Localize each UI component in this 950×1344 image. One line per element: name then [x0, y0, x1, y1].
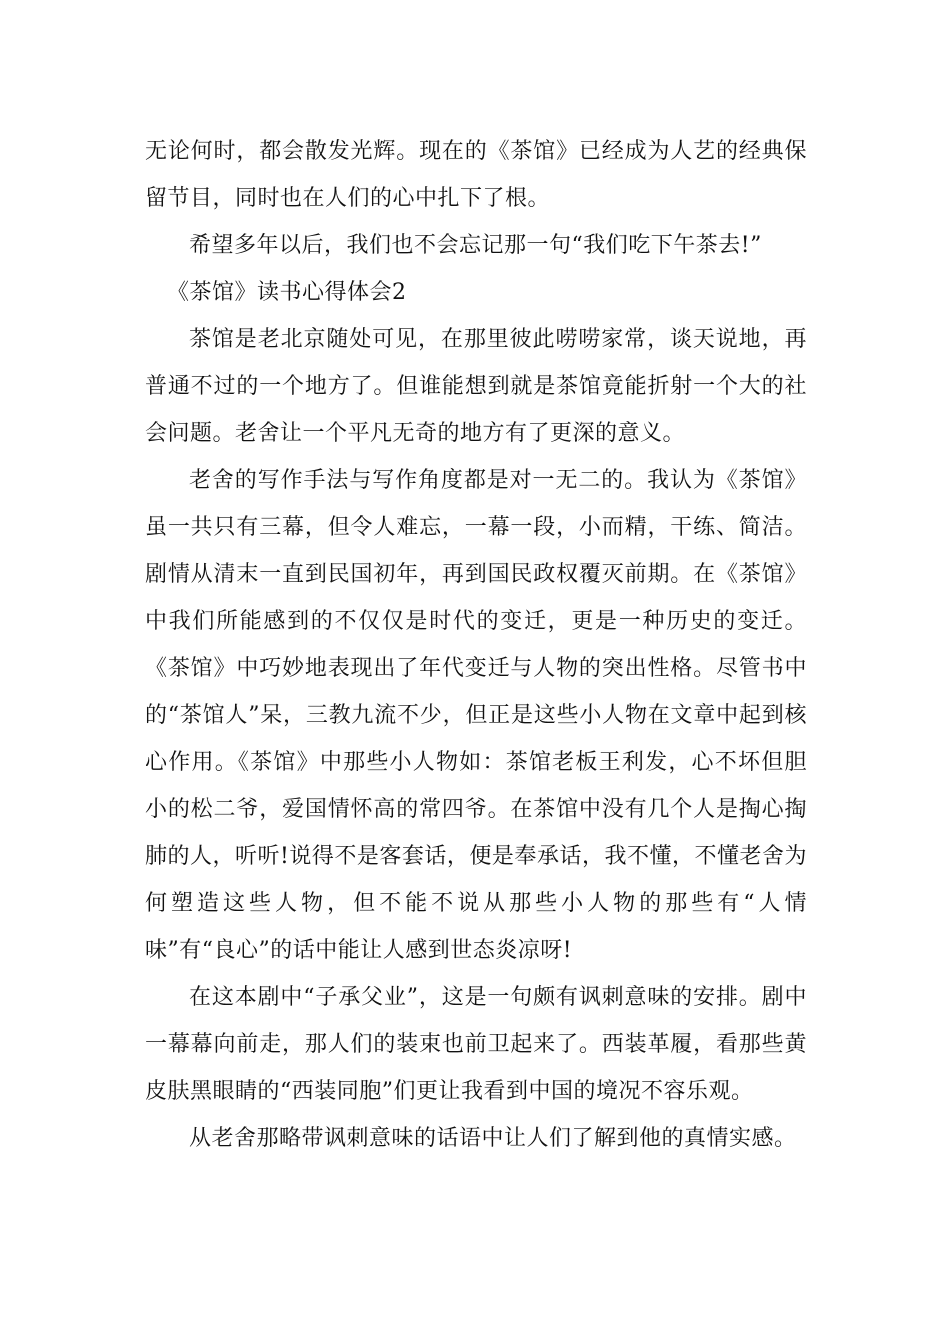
paragraph-hope: 希望多年以后，我们也不会忘记那一句“我们吃下午茶去!”: [189, 233, 762, 258]
document-body: [145, 128, 807, 1162]
paragraph-continuation: 无论何时，都会散发光辉。现在的《茶馆》已经成为人艺的经典保留节目，同时也在人们的心中扎下了根。: [145, 139, 807, 211]
paragraph-writing-style: 老舍的写作手法与写作角度都是对一无二的。我认为《茶馆》虽一共只有三幕，但令人难忘，一幕一段，小而精，干练、简洁。剧情从清末一直到民国初年，再到国民政权覆灭前期。在《茶馆》中我们所能感到的不仅仅是时代的变迁，更是一种历史的变迁。《茶馆》中巧妙地表现出了年代变迁与人物的突出性格。尽管书中的“茶馆人”呆，三教九流不少，但正是这些小人物在文章中起到核心作用。《茶馆》中那些小人物如：茶馆老板王利发，心不坏但胆小的松二爷，爱国情怀高的常四爷。在茶馆中没有几个人是掏心掏肺的人，听听!说得不是客套话，便是奉承话，我不懂，不懂老舍为何塑造这些人物，但不能不说从那些小人物的那些有“人情味”有“良心”的话中能让人感到世态炎凉呀!: [145, 468, 807, 963]
paragraph-conclusion: 从老舍那略带讽刺意味的话语中让人们了解到他的真情实感。: [189, 1126, 797, 1151]
section-title: 《茶馆》读书心得体会2: [167, 280, 407, 305]
paragraph-irony: 在这本剧中“子承父业”，这是一句颇有讽刺意味的安排。剧中一幕幕向前走，那人们的装束也前卫起来了。西装革履，看那些黄皮肤黑眼睛的“西装同胞”们更让我看到中国的境况不容乐观。: [145, 985, 807, 1104]
paragraph-teahouse-intro: 茶馆是老北京随处可见，在那里彼此唠唠家常，谈天说地，再普通不过的一个地方了。但谁能想到就是茶馆竟能折射一个大的社会问题。老舍让一个平凡无奇的地方有了更深的意义。: [145, 327, 807, 446]
